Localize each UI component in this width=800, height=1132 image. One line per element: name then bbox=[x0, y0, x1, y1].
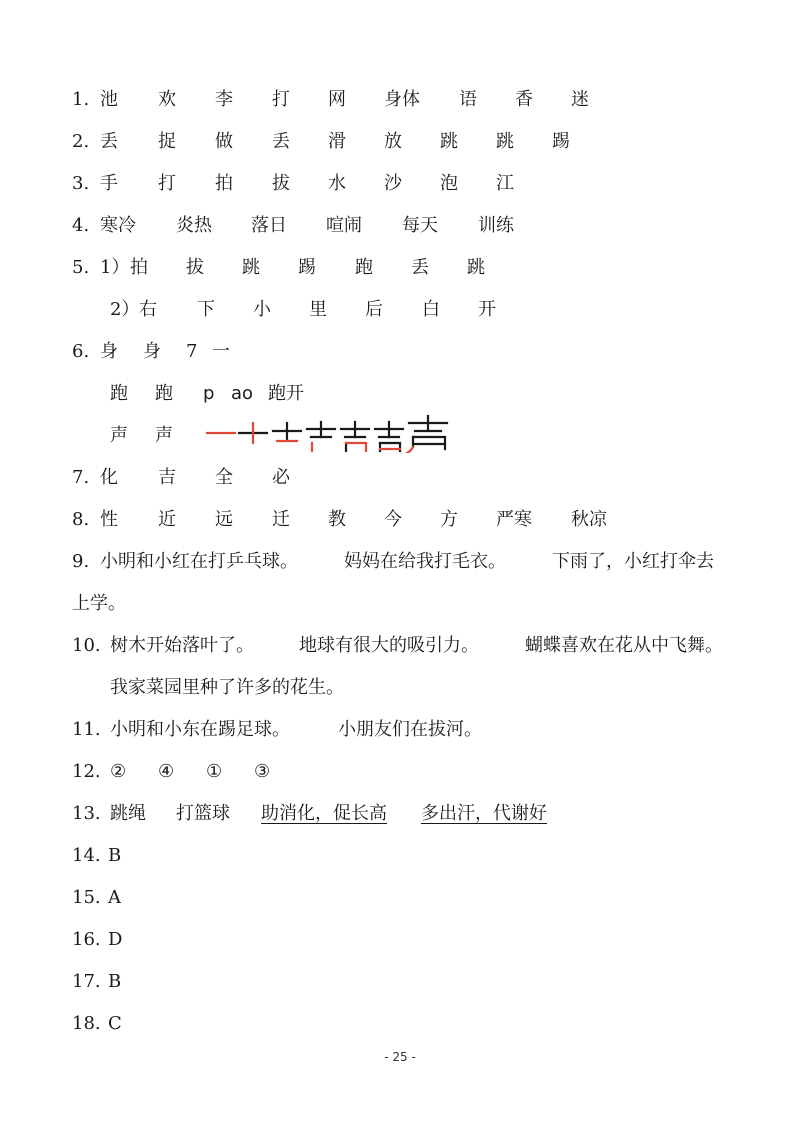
item-number: 7. bbox=[72, 467, 90, 488]
answer-word: 打篮球 bbox=[176, 803, 230, 824]
item-number: 15. bbox=[72, 887, 101, 908]
choice-answer: A bbox=[108, 887, 121, 908]
answer-word: 捉 bbox=[158, 131, 176, 152]
item-number: 3. bbox=[72, 173, 90, 194]
answer-word: 声 bbox=[155, 425, 173, 446]
answer-word: 跳 bbox=[467, 257, 485, 278]
answer-word: 身 bbox=[143, 341, 161, 362]
answer-word: 身 bbox=[100, 341, 118, 362]
item-number: 5. bbox=[72, 257, 90, 278]
answer-word: 身体 bbox=[384, 89, 420, 110]
answer-word: 炎热 bbox=[176, 215, 212, 236]
answer-sentence: 小明和小红在打乒乓球。 bbox=[100, 551, 298, 572]
answer-word: 严寒 bbox=[496, 509, 532, 530]
answer-word: 右 bbox=[139, 299, 157, 320]
answer-word: 跑 bbox=[355, 257, 373, 278]
item-number: 11. bbox=[72, 719, 101, 740]
answer-sentence: 地球有很大的吸引力。 bbox=[299, 635, 479, 656]
answer-word: 秋凉 bbox=[571, 509, 607, 530]
answer-word: 迁 bbox=[272, 509, 290, 530]
answer-word: 吉 bbox=[158, 467, 176, 488]
answer-sentence: 上学。 bbox=[72, 593, 126, 614]
item-number: 14. bbox=[72, 845, 101, 866]
answer-word: 跑 bbox=[110, 383, 128, 404]
answer-word: 寒冷 bbox=[100, 215, 136, 236]
answer-word: 训练 bbox=[478, 215, 514, 236]
answer-word: 欢 bbox=[158, 89, 176, 110]
answer-word: 喧闹 bbox=[326, 215, 362, 236]
answer-word: 白 bbox=[422, 299, 440, 320]
answer-word: 踢 bbox=[552, 131, 570, 152]
answer-word: 必 bbox=[272, 467, 290, 488]
answer-word: 踢 bbox=[298, 257, 316, 278]
answer-word: 性 bbox=[100, 509, 118, 530]
answer-word: ④ bbox=[158, 761, 175, 782]
answer-word: 网 bbox=[328, 89, 346, 110]
stroke-order-sequence bbox=[205, 413, 455, 453]
answer-word: 化 bbox=[100, 467, 118, 488]
answer-word: 跑 bbox=[155, 383, 173, 404]
choice-answer: D bbox=[108, 929, 123, 950]
answer-word: 丢 bbox=[100, 131, 118, 152]
answer-word: 放 bbox=[384, 131, 402, 152]
answer-word: 跳绳 bbox=[110, 803, 146, 824]
answer-word: 跳 bbox=[496, 131, 514, 152]
answer-word: 开 bbox=[478, 299, 496, 320]
item-number: 2. bbox=[72, 131, 90, 152]
answer-word: 拍 bbox=[130, 257, 148, 278]
answer-word: 泡 bbox=[440, 173, 458, 194]
answer-word: 下 bbox=[197, 299, 215, 320]
item-number: 16. bbox=[72, 929, 101, 950]
answer-word: 沙 bbox=[384, 173, 402, 194]
stroke-order-graphic bbox=[205, 413, 455, 453]
answer-word: 一 bbox=[212, 341, 230, 362]
sub-label: 2） bbox=[110, 299, 140, 320]
answer-sentence: 树木开始落叶了。 bbox=[110, 635, 254, 656]
answer-word: 手 bbox=[100, 173, 118, 194]
page-number: - 25 - bbox=[384, 1050, 416, 1064]
answer-word: 声 bbox=[110, 425, 128, 446]
choice-answer: C bbox=[108, 1013, 122, 1034]
answer-word: ② bbox=[110, 761, 127, 782]
answer-word: 水 bbox=[328, 173, 346, 194]
answer-word: 跳 bbox=[242, 257, 260, 278]
item-number: 1. bbox=[72, 89, 90, 110]
answer-word: 做 bbox=[215, 131, 233, 152]
answer-word: 跑开 bbox=[268, 383, 304, 404]
answer-word: 跳 bbox=[440, 131, 458, 152]
item-number: 6. bbox=[72, 341, 90, 362]
answer-word: 落日 bbox=[251, 215, 287, 236]
answer-word: 方 bbox=[440, 509, 458, 530]
answer-word: 江 bbox=[496, 173, 514, 194]
item-number: 13. bbox=[72, 803, 101, 824]
stroke-step-4 bbox=[307, 422, 335, 451]
pinyin: p bbox=[203, 383, 215, 404]
stroke-step-2 bbox=[239, 423, 267, 443]
answer-word: 滑 bbox=[328, 131, 346, 152]
answer-word: 小 bbox=[253, 299, 271, 320]
item-number: 9. bbox=[72, 551, 90, 572]
stroke-step-5 bbox=[341, 422, 369, 451]
answer-word: 远 bbox=[215, 509, 233, 530]
answer-word: 7 bbox=[186, 341, 198, 362]
underlined-answer: 多出汗，代谢好 bbox=[421, 803, 547, 824]
answer-sentence: 妈妈在给我打毛衣。 bbox=[344, 551, 506, 572]
choice-answer: B bbox=[108, 971, 122, 992]
item-number: 8. bbox=[72, 509, 90, 530]
item-number: 4. bbox=[72, 215, 90, 236]
answer-word: ① bbox=[206, 761, 223, 782]
item-number: 17. bbox=[72, 971, 101, 992]
answer-sentence: 小明和小东在踢足球。 bbox=[110, 719, 290, 740]
item-number: 12. bbox=[72, 761, 101, 782]
answer-word: 打 bbox=[272, 89, 290, 110]
item-number: 10. bbox=[72, 635, 101, 656]
answer-sentence: 蝴蝶喜欢在花从中飞舞。 bbox=[525, 635, 723, 656]
answer-word: 语 bbox=[459, 89, 477, 110]
choice-answer: B bbox=[108, 845, 122, 866]
answer-sentence: 下雨了，小红打伞去 bbox=[552, 551, 714, 572]
answer-word: 池 bbox=[100, 89, 118, 110]
answer-word: 后 bbox=[365, 299, 383, 320]
underlined-answer: 助消化，促长高 bbox=[261, 803, 387, 824]
answer-word: 近 bbox=[158, 509, 176, 530]
answer-word: ③ bbox=[254, 761, 271, 782]
item-number: 18. bbox=[72, 1013, 101, 1034]
answer-word: 打 bbox=[158, 173, 176, 194]
stroke-step-7 bbox=[407, 416, 447, 453]
answer-word: 拔 bbox=[272, 173, 290, 194]
answer-word: 丢 bbox=[272, 131, 290, 152]
answer-word: 拍 bbox=[215, 173, 233, 194]
answer-word: 迷 bbox=[571, 89, 589, 110]
answer-word: 教 bbox=[328, 509, 346, 530]
answer-sentence: 小朋友们在拔河。 bbox=[338, 719, 482, 740]
answer-word: 每天 bbox=[402, 215, 438, 236]
answer-word: 丢 bbox=[411, 257, 429, 278]
answer-word: 李 bbox=[215, 89, 233, 110]
answer-sentence: 我家菜园里种了许多的花生。 bbox=[110, 677, 344, 698]
answer-word: 今 bbox=[384, 509, 402, 530]
sub-label: 1） bbox=[100, 257, 130, 278]
answer-word: 香 bbox=[515, 89, 533, 110]
stroke-step-6 bbox=[375, 422, 403, 451]
pinyin: ao bbox=[231, 383, 254, 404]
answer-word: 拔 bbox=[186, 257, 204, 278]
answer-word: 里 bbox=[309, 299, 327, 320]
stroke-step-3 bbox=[273, 423, 301, 441]
answer-word: 全 bbox=[215, 467, 233, 488]
